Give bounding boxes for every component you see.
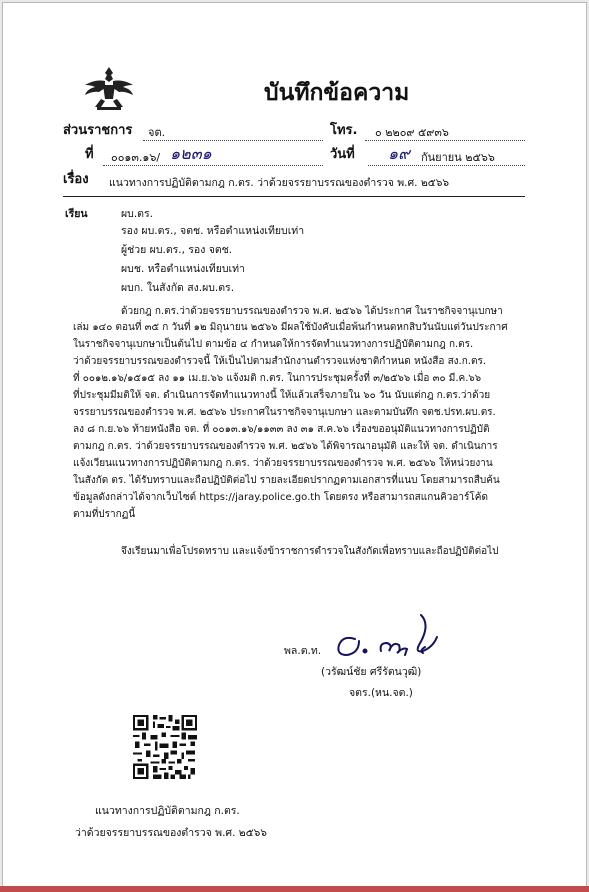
closing-line: จึงเรียนมาเพื่อโปรดทราบ และแจ้งข้าราชการตำรวจในสังกัดเพื่อทราบและถือปฏิบัติต่อไป [121, 546, 499, 557]
body-line: ตามที่ปรากฏนี้ [73, 509, 136, 520]
reference-dotline [103, 165, 323, 166]
recipient-item: รอง ผบ.ตร., จตช. หรือตำแหน่งเทียบเท่า [121, 225, 305, 237]
body-line: จรรยาบรรณของตำรวจ พ.ศ. ๒๕๖๖ ประกาศในราชกิจจานุเบกษา และตามบันทึก จตช.ปรท.ผบ.ตร. [73, 407, 496, 418]
bottom-bar [0, 886, 589, 892]
body-line: เล่ม ๑๔๐ ตอนที่ ๓๕ ก วันที่ ๑๒ มิถุนายน ๒๕๖๖ มีผลใช้บังคับเมื่อพ้นกำหนดหกสิบวันนับแต่วันประกาศ [73, 322, 508, 333]
page-title: บันทึกข้อความ [264, 80, 410, 106]
body-line: ลง ๘ ก.ย.๖๖ ท้ายหนังสือ จต. ที่ ๐๐๑๓.๑๖/๑๑๓๓ ลง ๓๑ ส.ค.๖๖ เรื่องขออนุมัติแนวทางการปฏิบัติ [73, 424, 490, 435]
signatory-title: จตร.(หน.จต.) [349, 687, 413, 699]
document-page [2, 2, 587, 888]
body-line: ที่ประชุมมีมติให้ จต. ดำเนินการจัดทำแนวทางนี้ ให้แล้วเสร็จภายใน ๖๐ วัน นับแต่กฎ ก.ตร.ว่าด้วย [73, 390, 491, 401]
phone-dotline [365, 140, 525, 141]
reference-number-handwritten: ๑๒๓๑ [170, 144, 212, 163]
subject-underline [63, 196, 525, 197]
garuda-emblem-icon [83, 63, 135, 113]
body-line: ด้วยกฎ ก.ตร.ว่าด้วยจรรยาบรรณของตำรวจ พ.ศ. ๒๕๖๖ ได้ประกาศ ในราชกิจจานุเบกษา [121, 306, 503, 317]
date-label: วันที่ [330, 147, 355, 162]
body-line: แจ้งเวียนแนวทางการปฏิบัติตามกฎ ก.ตร. ว่าด้วยจรรยาบรรณของตำรวจ พ.ศ. ๒๕๖๖ ให้หน่วยงาน [73, 458, 493, 469]
subject-value: แนวทางการปฏิบัติตามกฎ ก.ตร. ว่าด้วยจรรยาบรรณของตำรวจ พ.ศ. ๒๕๖๖ [109, 177, 450, 189]
phone-value: ๐ ๒๒๐๙ ๕๙๓๖ [375, 126, 449, 139]
recipient-item: ผู้ช่วย ผบ.ตร., รอง จตช. [121, 244, 233, 256]
department-dotline [143, 140, 323, 141]
signatory-rank: พล.ต.ท. [284, 645, 322, 657]
date-day-handwritten: ๑๙ [388, 144, 410, 163]
recipient-item: ผบ.ตร. [121, 208, 153, 220]
phone-label: โทร. [330, 123, 358, 138]
qr-caption-line-1: แนวทางการปฏิบัติตามกฎ ก.ตร. [95, 805, 240, 817]
signature-mark-icon [325, 607, 455, 661]
body-line: ว่าด้วยจรรยาบรรณของตำรวจนี้ ให้เป็นไปตามสำนักงานตำรวจแห่งชาติกำหนด หนังสือ สง.ก.ตร. [73, 356, 487, 367]
body-line: ในราชกิจจานุเบกษาเป็นต้นไป ตามข้อ ๔ กำหนดให้การจัดทำแนวทางการปฏิบัติตามกฎ ก.ตร. [73, 339, 474, 350]
department-value: จต. [148, 126, 166, 139]
date-dotline [368, 165, 525, 166]
qr-caption-line-2: ว่าด้วยจรรยาบรรณของตำรวจ พ.ศ. ๒๕๖๖ [75, 827, 267, 839]
signatory-name: (วรัฒน์ชัย ศรีรัตนวุฒิ) [321, 666, 422, 678]
recipient-item: ผบช. หรือตำแหน่งเทียบเท่า [121, 263, 245, 275]
to-label: เรียน [65, 208, 88, 220]
reference-value: ๐๐๑๓.๑๖/ [111, 151, 161, 164]
reference-label: ที่ [85, 147, 94, 162]
body-line: ที่ ๐๐๑๒.๑๖/๑๕๑๕ ลง ๑๑ เม.ย.๖๖ แจ้งมติ ก.ตร. ในการประชุมครั้งที่ ๓/๒๕๖๖ เมื่อ ๓๐ มี.ค.๖๖ [73, 373, 482, 384]
department-label: ส่วนราชการ [63, 123, 133, 138]
subject-label: เรื่อง [63, 172, 89, 187]
body-line: ข้อมูลดังกล่าวได้จากเว็บไซต์ https://jaray.police.go.th โดยตรง หรือสามารถสแกนคิวอาร์โค้ด [73, 492, 488, 503]
qr-code-icon [133, 715, 197, 779]
body-line: ในสังกัด ตร. ได้รับทราบและถือปฏิบัติต่อไป รายละเอียดปรากฏตามเอกสารที่แนบ โดยสามารถสืบค้น [73, 475, 500, 486]
date-rest: กันยายน ๒๕๖๖ [421, 151, 495, 164]
body-line: ตามกฎ ก.ตร. ว่าด้วยจรรยาบรรณของตำรวจ พ.ศ. ๒๕๖๖ ได้พิจารณาอนุมัติ และให้ จต. ดำเนินการ [73, 441, 498, 452]
recipient-item: ผบก. ในสังกัด สง.ผบ.ตร. [121, 282, 235, 294]
